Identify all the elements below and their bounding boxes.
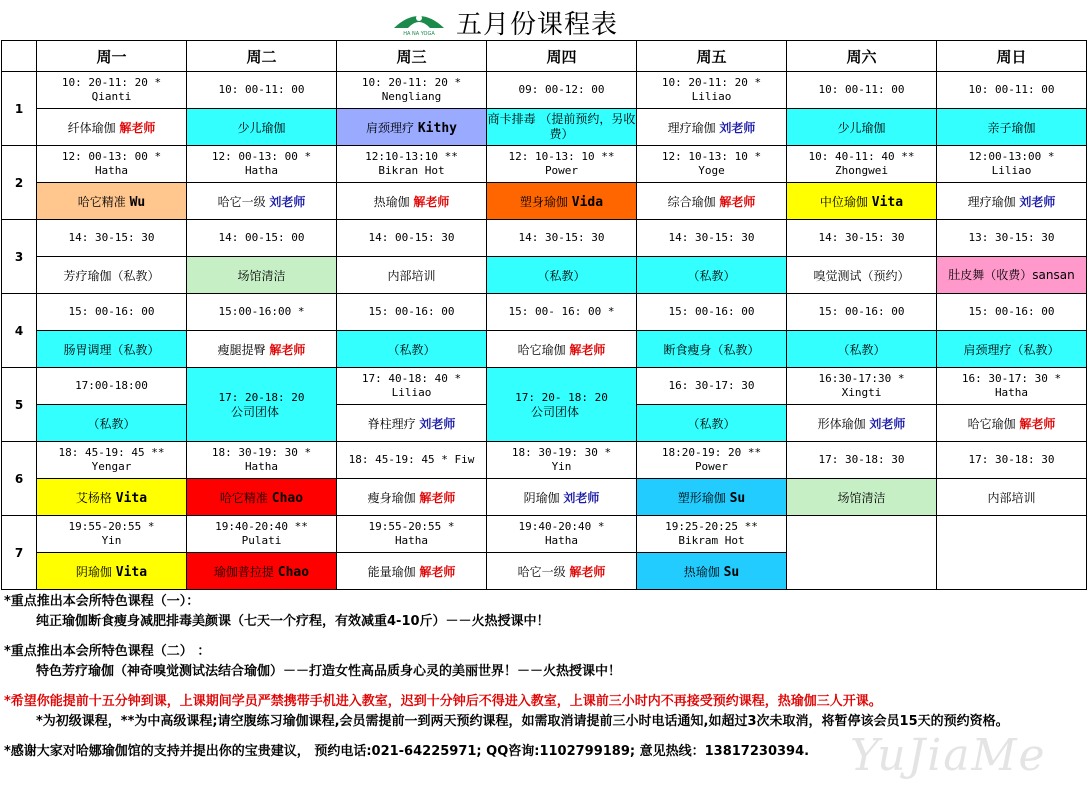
class-name: 商卡排毒 （提前预约，另收费） — [487, 112, 636, 141]
class-name: 形体瑜伽 — [817, 416, 866, 431]
day-header: 周四 — [487, 41, 637, 72]
time-slot — [37, 72, 187, 109]
class-code: Yin — [101, 534, 122, 547]
teacher-name: 刘老师 — [869, 416, 906, 431]
time-slot — [487, 294, 637, 331]
teacher-name: 刘老师 — [719, 120, 756, 135]
class-name: 瘦腿提臀 — [217, 342, 266, 357]
teacher-name: Vita — [871, 194, 904, 210]
row-number: 5 — [2, 368, 37, 442]
note-feature-1-title: *重点推出本会所特色课程（一）： — [4, 594, 200, 609]
time-slot — [787, 442, 937, 479]
class-slot — [637, 257, 787, 294]
time-slot — [637, 294, 787, 331]
class-name: 少儿瑜伽 — [837, 120, 886, 135]
time-slot — [337, 146, 487, 183]
class-slot — [37, 479, 187, 516]
class-code: Liliao — [691, 90, 732, 103]
schedule-row-class — [2, 257, 1087, 294]
class-slot — [187, 331, 337, 368]
class-slot — [337, 257, 487, 294]
time-text: 17: 40-18: 40 * — [361, 372, 462, 385]
day-header-row — [2, 41, 1087, 72]
time-text: 10: 00-11: 00 — [968, 83, 1055, 96]
time-text: 15: 00-16: 00 — [68, 305, 155, 318]
class-slot — [637, 183, 787, 220]
class-code: Yin — [551, 460, 572, 473]
class-slot — [937, 109, 1087, 146]
time-slot — [637, 442, 787, 479]
teacher-name: Chao — [277, 564, 310, 580]
class-name: 少儿瑜伽 — [237, 120, 286, 135]
day-header: 周一 — [37, 41, 187, 72]
merged-class-slot — [487, 368, 637, 442]
class-name: 哈它一级 — [217, 194, 266, 209]
class-name: 热瑜伽 — [373, 194, 410, 209]
class-name: 公司团体 — [531, 404, 580, 419]
row-number: 1 — [2, 72, 37, 146]
time-text: 12: 00-13: 00 * — [61, 150, 162, 163]
time-slot — [637, 146, 787, 183]
class-code: Zhongwei — [835, 164, 888, 177]
class-name: 热瑜伽 — [683, 564, 720, 579]
schedule-row-time — [2, 368, 1087, 405]
class-slot — [937, 257, 1087, 294]
note-levels: *为初级课程，**为中高级课程;请空腹练习瑜伽课程,会员需提前一到两天预约课程，如需取消请提前三小时电话通知,如超过3次未取消，将暂停该会员15天的预约资格。 — [36, 714, 1009, 729]
class-name: 理疗瑜伽 — [667, 120, 716, 135]
class-slot — [637, 109, 787, 146]
teacher-name: 解老师 — [119, 120, 156, 135]
class-code: Xingti — [841, 386, 882, 399]
class-code: Bikram Hot — [678, 534, 745, 547]
teacher-name: Vida — [571, 194, 604, 210]
time-text: 15: 00-16: 00 — [968, 305, 1055, 318]
day-header: 周日 — [937, 41, 1087, 72]
class-slot — [487, 331, 637, 368]
time-text: 10: 20-11: 20 * — [361, 76, 462, 89]
time-slot — [337, 294, 487, 331]
time-text: 17: 30-18: 30 — [968, 453, 1055, 466]
class-name: 肚皮舞（收费）sansan — [948, 267, 1075, 282]
teacher-name: Vita — [115, 564, 148, 580]
row-number: 7 — [2, 516, 37, 590]
time-slot — [37, 368, 187, 405]
time-slot — [937, 220, 1087, 257]
schedule-row-time — [2, 516, 1087, 553]
time-slot — [187, 442, 337, 479]
teacher-name: Su — [723, 564, 740, 580]
row-number: 2 — [2, 146, 37, 220]
class-slot — [337, 183, 487, 220]
class-name: 场馆清洁 — [837, 490, 886, 505]
schedule-row-time — [2, 220, 1087, 257]
time-text: 19:55-20:55 * — [368, 520, 455, 533]
watermark: YuJiaMe — [850, 730, 1047, 781]
class-slot — [637, 405, 787, 442]
class-name: 哈它一级 — [517, 564, 566, 579]
time-text: 19:55-20:55 * — [68, 520, 155, 533]
time-slot — [187, 146, 337, 183]
header — [0, 0, 1090, 40]
class-name: （私教） — [537, 268, 586, 283]
hana-yoga-logo-icon — [388, 6, 450, 36]
class-slot — [787, 183, 937, 220]
time-text: 12: 10-13: 10 ** — [508, 150, 615, 163]
class-code: Hatha — [94, 164, 129, 177]
time-text: 10: 40-11: 40 ** — [808, 150, 915, 163]
class-slot — [337, 331, 487, 368]
class-slot — [487, 183, 637, 220]
class-slot — [37, 553, 187, 590]
corner-cell — [2, 41, 37, 72]
teacher-name: 解老师 — [569, 342, 606, 357]
teacher-name: 刘老师 — [563, 490, 600, 505]
time-text: 15: 00- 16: 00 * — [508, 305, 615, 318]
time-slot — [187, 294, 337, 331]
schedule-row-time — [2, 442, 1087, 479]
class-name: （私教） — [387, 342, 436, 357]
class-name: 芳疗瑜伽（私教） — [63, 268, 160, 283]
class-slot — [37, 257, 187, 294]
class-code: Power — [694, 460, 729, 473]
time-slot — [637, 220, 787, 257]
time-slot — [187, 220, 337, 257]
class-code: Qianti — [91, 90, 132, 103]
class-name: 肠胃调理（私教） — [63, 342, 160, 357]
class-slot — [787, 405, 937, 442]
empty-slot — [787, 516, 937, 590]
class-name: 嗅觉测试（预约） — [813, 268, 910, 283]
class-name: 哈它瑜伽 — [517, 342, 566, 357]
day-header: 周五 — [637, 41, 787, 72]
time-text: 19:40-20:40 ** — [215, 520, 308, 533]
class-slot — [937, 479, 1087, 516]
class-slot — [37, 109, 187, 146]
class-name: 瘦身瑜伽 — [367, 490, 416, 505]
day-header: 周六 — [787, 41, 937, 72]
class-name: 能量瑜伽 — [367, 564, 416, 579]
time-text: 12: 10-13: 10 * — [661, 150, 762, 163]
class-name: （私教） — [837, 342, 886, 357]
class-name: 综合瑜伽 — [667, 194, 716, 209]
class-code: Yoge — [698, 164, 725, 177]
time-text: 15:00-16:00 * — [218, 305, 305, 318]
time-text: 14: 30-15: 30 — [68, 231, 155, 244]
class-name: （私教） — [687, 416, 736, 431]
class-name: 阴瑜伽 — [75, 564, 112, 579]
time-text: 14: 30-15: 30 — [518, 231, 605, 244]
time-text: 17: 20-18: 20 — [218, 390, 305, 404]
teacher-name: Kithy — [417, 120, 457, 136]
class-slot — [337, 553, 487, 590]
time-text: 18: 45-19: 45 ** — [58, 446, 165, 459]
class-slot — [37, 183, 187, 220]
class-name: 阴瑜伽 — [523, 490, 560, 505]
time-slot — [487, 516, 637, 553]
day-header: 周三 — [337, 41, 487, 72]
time-text: 12:10-13:10 ** — [365, 150, 458, 163]
class-slot — [487, 109, 637, 146]
class-name: 亲子瑜伽 — [987, 120, 1036, 135]
empty-slot — [937, 516, 1087, 590]
class-code: Hatha — [244, 460, 279, 473]
time-slot — [787, 220, 937, 257]
time-slot — [637, 72, 787, 109]
time-slot — [37, 442, 187, 479]
class-slot — [937, 183, 1087, 220]
time-slot — [937, 72, 1087, 109]
time-slot — [337, 516, 487, 553]
time-text: 16: 30-17: 30 — [668, 379, 755, 392]
class-slot — [937, 331, 1087, 368]
time-text: 15: 00-16: 00 — [818, 305, 905, 318]
schedule-row-time — [2, 294, 1087, 331]
teacher-name: Su — [729, 490, 746, 506]
teacher-name: Chao — [271, 490, 304, 506]
time-slot — [337, 220, 487, 257]
time-text: 15: 00-16: 00 — [668, 305, 755, 318]
class-name: 断食瘦身（私教） — [663, 342, 760, 357]
class-name: 理疗瑜伽 — [967, 194, 1016, 209]
time-text: 17: 20- 18: 20 — [515, 390, 608, 404]
time-slot — [337, 72, 487, 109]
time-slot — [37, 294, 187, 331]
time-text: 12:00-13:00 * — [968, 150, 1055, 163]
time-slot — [487, 442, 637, 479]
time-slot — [37, 146, 187, 183]
class-slot — [187, 109, 337, 146]
schedule-row-time — [2, 72, 1087, 109]
class-code: Pulati — [241, 534, 282, 547]
time-text: 16:30-17:30 * — [818, 372, 905, 385]
note-feature-2-body: 特色芳疗瑜伽（神奇嗅觉测试法结合瑜伽）－－打造女性高品质身心灵的美丽世界！－－火热授课中！ — [36, 664, 622, 679]
teacher-name: Vita — [115, 490, 148, 506]
time-text: 18: 30-19: 30 * — [211, 446, 312, 459]
class-slot — [337, 405, 487, 442]
time-slot — [487, 146, 637, 183]
time-text: 14: 00-15: 00 — [218, 231, 305, 244]
time-text: 17:00-18:00 — [75, 379, 148, 392]
schedule-row-time — [2, 146, 1087, 183]
teacher-name: 刘老师 — [269, 194, 306, 209]
class-code: Hatha — [994, 386, 1029, 399]
teacher-name: Wu — [129, 194, 146, 210]
class-code: Nengliang — [381, 90, 442, 103]
day-header: 周二 — [187, 41, 337, 72]
class-name: 艾杨格 — [75, 490, 112, 505]
time-slot — [937, 146, 1087, 183]
class-name: 内部培训 — [987, 490, 1036, 505]
class-name: 肩颈理疗（私教） — [963, 342, 1060, 357]
note-feature-1-body: 纯正瑜伽断食瘦身减肥排毒美颜课（七天一个疗程，有效减重4-10斤）－－火热授课中！ — [36, 614, 550, 629]
class-slot — [787, 479, 937, 516]
teacher-name: 解老师 — [419, 490, 456, 505]
class-name: 肩颈理疗 — [366, 120, 415, 135]
class-name: 内部培训 — [387, 268, 436, 283]
class-slot — [187, 479, 337, 516]
class-slot — [937, 405, 1087, 442]
time-slot — [937, 294, 1087, 331]
class-name: 哈它精准 — [219, 490, 268, 505]
time-text: 14: 30-15: 30 — [818, 231, 905, 244]
class-slot — [187, 183, 337, 220]
time-slot — [337, 442, 487, 479]
schedule-row-class — [2, 109, 1087, 146]
merged-class-slot — [187, 368, 337, 442]
class-code: Hatha — [394, 534, 429, 547]
svg-text:HA NA YOGA: HA NA YOGA — [403, 31, 435, 36]
time-slot — [787, 368, 937, 405]
time-text: 18:20-19: 20 ** — [661, 446, 762, 459]
class-name: 哈它瑜伽 — [967, 416, 1016, 431]
time-text: 18: 30-19: 30 * — [511, 446, 612, 459]
time-text: 15: 00-16: 00 — [368, 305, 455, 318]
time-slot — [187, 72, 337, 109]
class-slot — [787, 331, 937, 368]
class-name: 瑜伽普拉提 — [213, 564, 274, 579]
time-text: 17: 30-18: 30 — [818, 453, 905, 466]
time-slot — [487, 72, 637, 109]
teacher-name: 解老师 — [719, 194, 756, 209]
teacher-name: 刘老师 — [1019, 194, 1056, 209]
class-name: （私教） — [87, 416, 136, 431]
teacher-name: 解老师 — [1019, 416, 1056, 431]
class-slot — [337, 479, 487, 516]
class-code: Hatha — [544, 534, 579, 547]
note-rules: *希望你能提前十五分钟到课，上课期间学员严禁携带手机进入教室，迟到十分钟后不得进入教室，上课前三小时内不再接受预约课程，热瑜伽三人开课。 — [4, 694, 882, 709]
class-slot — [37, 405, 187, 442]
class-slot — [787, 109, 937, 146]
class-code: Power — [544, 164, 579, 177]
time-text: 12: 00-13: 00 * — [211, 150, 312, 163]
schedule-table — [1, 40, 1087, 590]
time-text: 19:40-20:40 * — [518, 520, 605, 533]
time-slot — [487, 220, 637, 257]
class-name: 塑身瑜伽 — [519, 194, 568, 209]
class-slot — [487, 257, 637, 294]
class-slot — [637, 553, 787, 590]
schedule-row-class — [2, 331, 1087, 368]
class-name: 公司团体 — [231, 404, 280, 419]
time-text: 19:25-20:25 ** — [665, 520, 758, 533]
class-code: Liliao — [991, 164, 1032, 177]
class-slot — [487, 479, 637, 516]
class-name: 纤体瑜伽 — [67, 120, 116, 135]
time-slot — [787, 72, 937, 109]
time-text: 10: 00-11: 00 — [818, 83, 905, 96]
class-slot — [37, 331, 187, 368]
time-text: 14: 30-15: 30 — [668, 231, 755, 244]
class-slot — [787, 257, 937, 294]
teacher-name: 刘老师 — [419, 416, 456, 431]
time-slot — [937, 442, 1087, 479]
teacher-name: 解老师 — [569, 564, 606, 579]
time-text: 13: 30-15: 30 — [968, 231, 1055, 244]
class-name: 脊柱理疗 — [367, 416, 416, 431]
class-slot — [187, 553, 337, 590]
time-slot — [787, 146, 937, 183]
schedule-row-class — [2, 479, 1087, 516]
time-text: 18: 45-19: 45 * Fiw — [348, 453, 475, 466]
class-name: （私教） — [687, 268, 736, 283]
page-title: 五月份课程表 — [456, 10, 619, 40]
time-text: 10: 20-11: 20 * — [661, 76, 762, 89]
class-name: 塑形瑜伽 — [677, 490, 726, 505]
teacher-name: 解老师 — [269, 342, 306, 357]
time-slot — [637, 516, 787, 553]
class-code: Yengar — [91, 460, 132, 473]
class-name: 哈它精准 — [77, 194, 126, 209]
time-text: 14: 00-15: 30 — [368, 231, 455, 244]
teacher-name: 解老师 — [419, 564, 456, 579]
time-text: 10: 00-11: 00 — [218, 83, 305, 96]
teacher-name: 解老师 — [413, 194, 450, 209]
time-slot — [337, 368, 487, 405]
time-slot — [937, 368, 1087, 405]
time-slot — [37, 220, 187, 257]
row-number: 4 — [2, 294, 37, 368]
schedule-row-class — [2, 183, 1087, 220]
row-number: 3 — [2, 220, 37, 294]
note-feature-2-title: *重点推出本会所特色课程（二） ： — [4, 644, 211, 659]
time-slot — [187, 516, 337, 553]
class-slot — [337, 109, 487, 146]
class-slot — [487, 553, 637, 590]
time-slot — [637, 368, 787, 405]
time-slot — [787, 294, 937, 331]
class-code: Liliao — [391, 386, 432, 399]
note-contact: *感谢大家对哈娜瑜伽馆的支持并提出你的宝贵建议， 预约电话:021-64225971; QQ咨询:1102799189; 意见热线：13817230394. — [4, 744, 810, 759]
time-slot — [37, 516, 187, 553]
class-name: 中位瑜伽 — [819, 194, 868, 209]
row-number: 6 — [2, 442, 37, 516]
time-text: 10: 20-11: 20 * — [61, 76, 162, 89]
class-slot — [187, 257, 337, 294]
time-text: 16: 30-17: 30 * — [961, 372, 1062, 385]
time-text: 09: 00-12: 00 — [518, 83, 605, 96]
class-code: Bikran Hot — [378, 164, 445, 177]
class-slot — [637, 479, 787, 516]
class-slot — [637, 331, 787, 368]
class-code: Hatha — [244, 164, 279, 177]
class-name: 场馆清洁 — [237, 268, 286, 283]
